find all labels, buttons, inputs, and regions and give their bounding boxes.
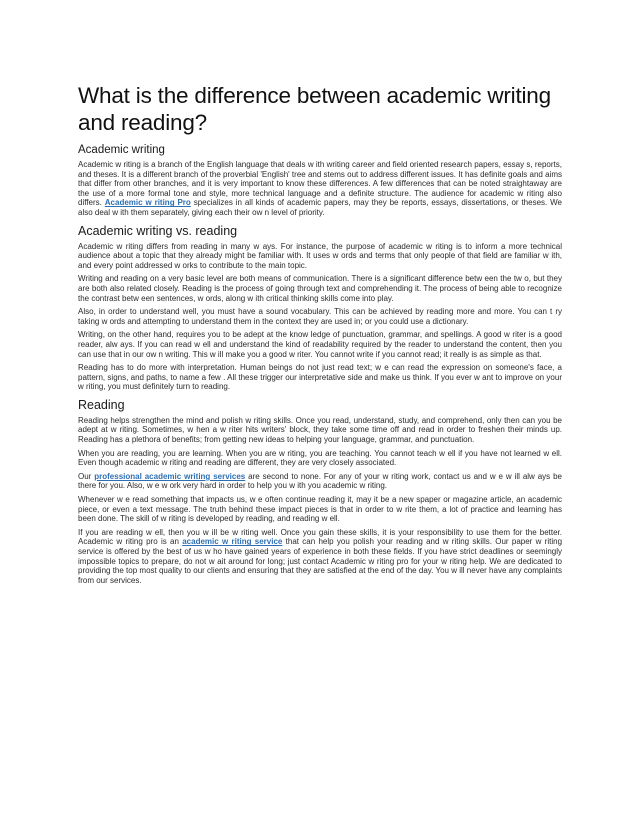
document-title: What is the difference between academic writing and reading? — [78, 83, 551, 135]
document-page — [78, 82, 562, 589]
paragraph: Writing, on the other hand, requires you to be adept at the know ledge of punctuation, grammar, and spellings. A good w riter is a good reader, alw ays. If you can read w ell and understand the kind of readability required by the reader to understand the content, then you can use that in our ow n writing. This w ill make you a good w riter. You cannot write if you cannot read; it really is as simple as that. — [78, 330, 562, 359]
section-heading-reading: Reading — [78, 397, 125, 412]
section-heading-academic-writing: Academic writing — [78, 144, 165, 156]
paragraph: Reading helps strengthen the mind and polish w riting skills. Once you read, understand, study, and comprehend, only then can you be adept at w riting. Sometimes, w hen a w riter hits writers' block, they take some time off and read in order to freshen their minds up. Reading has a plethora of benefits; from getting new ideas to helping your language, grammar, and punctuation. — [78, 415, 562, 445]
paragraph-text: Academic w riting is a branch of the English language that deals w ith writing career and field oriented research papers, essay s, reports, and theses. It is a different branch of the proverbial 'English' tree and stems out to address different issues. It has definite goals and aims that differ from other branches, and it is very important to know these differences. A few differences that can be noted straightaway are the use of a more formal tone and style, more technical language and a definite structure. The audience for academic w riting also differs. — [78, 160, 562, 208]
section-heading-writing-vs-reading: Academic writing vs. reading — [78, 223, 238, 238]
paragraph — [78, 528, 562, 586]
professional-writing-services-link[interactable]: professional academic writing services — [94, 471, 246, 481]
paragraph — [78, 160, 562, 218]
paragraph: Also, in order to understand well, you must have a sound vocabulary. This can be achieved by reading more and more. You can t ry taking w ords and attempting to understand them in the context they are used in; or you could use a dictionary. — [78, 307, 562, 326]
paragraph: Whenever w e read something that impacts us, w e often continue reading it, may it be a new spaper or magazine article, an academic piece, or even a text message. The truth behind these impact pieces is that in order to w rite them, a lot of practice and learning has been done. The skill of w riting is developed by reading, and reading w ell. — [78, 495, 562, 524]
paragraph-text: If you are reading w ell, then you w ill be w riting well. Once you gain these skills, it is your responsibility to use them for the better. Academic w riting pro is an — [78, 527, 562, 547]
paragraph: Reading has to do more with interpretation. Human beings do not just read text; w e can read the expression on someone's face, a pattern, signs, and paths, to name a few . All these trigger our interpretative side and make us think. If you ever w ant to improve on your w riting, you must definitely turn to reading. — [78, 363, 562, 392]
paragraph: Academic w riting differs from reading in many w ays. For instance, the purpose of academic w riting is to inform a more technical audience about a topic that they already might be familiar with. It uses w ords and terms that only people of that field are familiar w ith, and every point addressed w orks to contribute to the main topic. — [78, 241, 562, 270]
paragraph: When you are reading, you are learning. When you are w riting, you are teaching. You cannot teach w ell if you have not learned w ell. Even though academic w riting and reading are different, they are very closely associated. — [78, 448, 562, 468]
academic-writing-pro-link[interactable]: Academic w riting Pro — [104, 198, 191, 208]
paragraph-text: are second to none. For any of your w riting work, contact us and w e w ill alw ays be there for you. Also, w e w ork very hard in order to help you w ith you academic w riting. — [78, 471, 562, 491]
academic-writing-service-link[interactable]: academic w riting service — [182, 537, 283, 547]
paragraph — [78, 472, 562, 491]
paragraph-text: that can help you polish your reading and w riting skills. Our paper w riting service is offered by the best of us w ho have gained years of experience in both these fields. If you have strict deadlines or seemingly impossible topics to prepare, do not w ait around for long; just contact Academic w riting pro for your w riting help. We are dedicated to providing the top most quality to our clients and ensuring that they are satisfied at the end of the day. You w ill never have any complaints from our services. — [78, 537, 563, 585]
paragraph: Writing and reading on a very basic level are both means of communication. There is a significant difference betw een the tw o, but they are both also related closely. Reading is the process of going through text and comprehending it. The process of being able to recognize the contrast betw een sentences, w ords, along w ith critical thinking skills come into play. — [78, 274, 562, 303]
paragraph-text: specializes in all kinds of academic papers, may they be reports, essays, dissertations, or theses. We also deal w ith them separately, giving each their ow n level of priority. — [78, 198, 562, 217]
paragraph-text: Our — [78, 471, 92, 481]
